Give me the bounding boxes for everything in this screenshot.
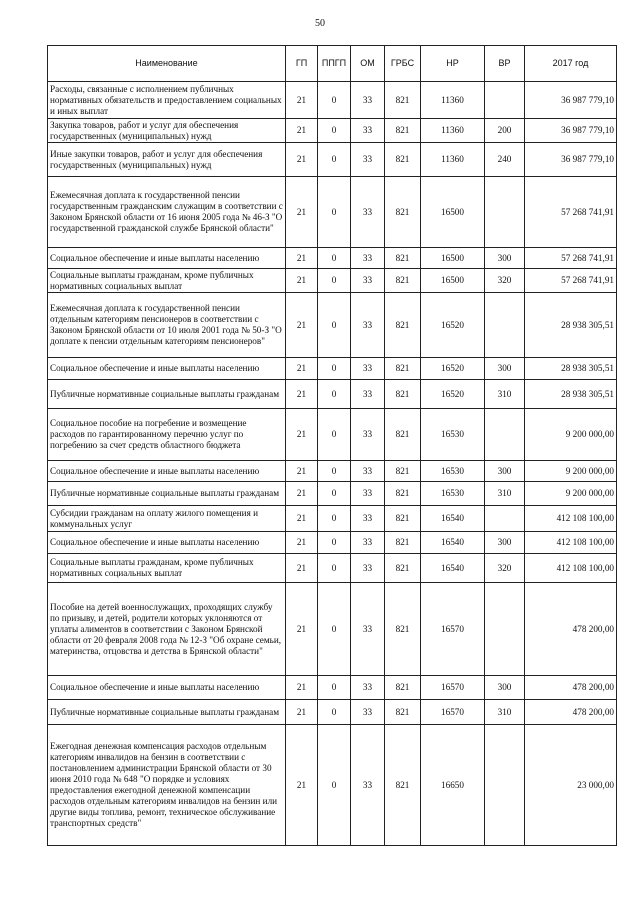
cell-om: 33 — [351, 700, 385, 725]
cell-vr: 310 — [485, 380, 525, 409]
cell-name: Социальные выплаты гражданам, кроме публичных нормативных социальных выплат — [48, 269, 286, 293]
cell-amount: 28 938 305,51 — [525, 358, 617, 380]
cell-gp: 21 — [286, 143, 318, 177]
cell-vr: 320 — [485, 269, 525, 293]
cell-amount: 36 987 779,10 — [525, 82, 617, 119]
cell-om: 33 — [351, 119, 385, 143]
cell-amount: 28 938 305,51 — [525, 380, 617, 409]
header-name: Наименование — [48, 46, 286, 82]
cell-amount: 36 987 779,10 — [525, 143, 617, 177]
cell-name: Публичные нормативные социальные выплаты гражданам — [48, 700, 286, 725]
cell-nr: 16530 — [421, 409, 485, 461]
table-row — [48, 700, 617, 725]
cell-name: Публичные нормативные социальные выплаты гражданам — [48, 380, 286, 409]
cell-gp: 21 — [286, 380, 318, 409]
cell-grbs: 821 — [385, 143, 421, 177]
cell-ppgp: 0 — [318, 725, 351, 846]
cell-ppgp: 0 — [318, 700, 351, 725]
table-row — [48, 409, 617, 461]
cell-grbs: 821 — [385, 461, 421, 482]
cell-grbs: 821 — [385, 409, 421, 461]
cell-nr: 16520 — [421, 358, 485, 380]
table-row — [48, 119, 617, 143]
cell-grbs: 821 — [385, 380, 421, 409]
cell-nr: 16570 — [421, 676, 485, 700]
cell-grbs: 821 — [385, 676, 421, 700]
cell-ppgp: 0 — [318, 269, 351, 293]
cell-amount: 478 200,00 — [525, 676, 617, 700]
cell-amount: 57 268 741,91 — [525, 269, 617, 293]
cell-vr: 300 — [485, 461, 525, 482]
cell-amount: 478 200,00 — [525, 583, 617, 676]
cell-name: Социальное обеспечение и иные выплаты населению — [48, 461, 286, 482]
cell-ppgp: 0 — [318, 506, 351, 532]
cell-om: 33 — [351, 725, 385, 846]
cell-nr: 11360 — [421, 82, 485, 119]
cell-nr: 16500 — [421, 248, 485, 269]
table-row — [48, 676, 617, 700]
cell-ppgp: 0 — [318, 82, 351, 119]
cell-nr: 16520 — [421, 380, 485, 409]
cell-vr — [485, 293, 525, 358]
cell-nr: 11360 — [421, 119, 485, 143]
cell-gp: 21 — [286, 269, 318, 293]
cell-grbs: 821 — [385, 269, 421, 293]
cell-name: Социальное обеспечение и иные выплаты населению — [48, 248, 286, 269]
cell-nr: 16540 — [421, 532, 485, 554]
table-row — [48, 583, 617, 676]
table-row — [48, 506, 617, 532]
cell-grbs: 821 — [385, 482, 421, 506]
table-row — [48, 725, 617, 846]
cell-gp: 21 — [286, 583, 318, 676]
cell-amount: 28 938 305,51 — [525, 293, 617, 358]
cell-om: 33 — [351, 143, 385, 177]
cell-om: 33 — [351, 506, 385, 532]
cell-gp: 21 — [286, 482, 318, 506]
cell-vr: 200 — [485, 119, 525, 143]
cell-vr — [485, 506, 525, 532]
cell-om: 33 — [351, 248, 385, 269]
table-row — [48, 554, 617, 583]
table-row — [48, 177, 617, 248]
table-row — [48, 293, 617, 358]
cell-vr — [485, 409, 525, 461]
cell-ppgp: 0 — [318, 482, 351, 506]
cell-name: Публичные нормативные социальные выплаты гражданам — [48, 482, 286, 506]
table-row — [48, 248, 617, 269]
cell-ppgp: 0 — [318, 554, 351, 583]
cell-name: Социальное обеспечение и иные выплаты населению — [48, 532, 286, 554]
cell-grbs: 821 — [385, 700, 421, 725]
cell-amount: 9 200 000,00 — [525, 409, 617, 461]
cell-vr: 300 — [485, 358, 525, 380]
cell-grbs: 821 — [385, 554, 421, 583]
cell-grbs: 821 — [385, 177, 421, 248]
cell-grbs: 821 — [385, 293, 421, 358]
cell-name: Иные закупки товаров, работ и услуг для обеспечения государственных (муниципальных) нужд — [48, 143, 286, 177]
cell-nr: 16650 — [421, 725, 485, 846]
cell-amount: 412 108 100,00 — [525, 506, 617, 532]
cell-amount: 9 200 000,00 — [525, 461, 617, 482]
cell-om: 33 — [351, 293, 385, 358]
header-vr: ВР — [485, 46, 525, 82]
cell-nr: 16540 — [421, 554, 485, 583]
cell-gp: 21 — [286, 725, 318, 846]
cell-ppgp: 0 — [318, 119, 351, 143]
cell-om: 33 — [351, 461, 385, 482]
cell-nr: 16500 — [421, 269, 485, 293]
cell-om: 33 — [351, 358, 385, 380]
cell-name: Социальное обеспечение и иные выплаты населению — [48, 676, 286, 700]
cell-gp: 21 — [286, 461, 318, 482]
cell-grbs: 821 — [385, 82, 421, 119]
cell-name: Расходы, связанные с исполнением публичных нормативных обязательств и предоставлением социальных и иных выплат — [48, 82, 286, 119]
cell-nr: 16530 — [421, 482, 485, 506]
cell-om: 33 — [351, 554, 385, 583]
cell-grbs: 821 — [385, 532, 421, 554]
cell-vr: 300 — [485, 248, 525, 269]
cell-amount: 478 200,00 — [525, 700, 617, 725]
cell-nr: 16530 — [421, 461, 485, 482]
table-row — [48, 143, 617, 177]
cell-name: Ежемесячная доплата к государственной пенсии отдельным категориям пенсионеров в соответствии с Законом Брянской области от 10 июля 2001 года № 50-З "О доплате к пенсии отдельным категориям пенсионеров" — [48, 293, 286, 358]
table-row — [48, 482, 617, 506]
cell-ppgp: 0 — [318, 143, 351, 177]
table-body — [48, 82, 617, 846]
cell-nr: 16570 — [421, 700, 485, 725]
cell-gp: 21 — [286, 248, 318, 269]
cell-ppgp: 0 — [318, 380, 351, 409]
cell-ppgp: 0 — [318, 583, 351, 676]
cell-om: 33 — [351, 409, 385, 461]
cell-om: 33 — [351, 532, 385, 554]
cell-nr: 16540 — [421, 506, 485, 532]
cell-ppgp: 0 — [318, 676, 351, 700]
cell-gp: 21 — [286, 700, 318, 725]
cell-name: Социальные выплаты гражданам, кроме публичных нормативных социальных выплат — [48, 554, 286, 583]
header-grbs: ГРБС — [385, 46, 421, 82]
cell-vr: 240 — [485, 143, 525, 177]
cell-vr: 300 — [485, 676, 525, 700]
cell-name: Субсидии гражданам на оплату жилого помещения и коммунальных услуг — [48, 506, 286, 532]
cell-ppgp: 0 — [318, 248, 351, 269]
header-nr: НР — [421, 46, 485, 82]
cell-om: 33 — [351, 482, 385, 506]
cell-gp: 21 — [286, 119, 318, 143]
cell-grbs: 821 — [385, 583, 421, 676]
cell-om: 33 — [351, 380, 385, 409]
cell-nr: 16500 — [421, 177, 485, 248]
cell-name: Закупка товаров, работ и услуг для обеспечения государственных (муниципальных) нужд — [48, 119, 286, 143]
table-row — [48, 269, 617, 293]
cell-amount: 23 000,00 — [525, 725, 617, 846]
header-gp: ГП — [286, 46, 318, 82]
header-year: 2017 год — [525, 46, 617, 82]
cell-name: Социальное пособие на погребение и возмещение расходов по гарантированному перечню услуг по погребению за счет средств областного бюджета — [48, 409, 286, 461]
cell-name: Ежемесячная доплата к государственной пенсии государственным гражданским служащим в соответствии с Законом Брянской области от 16 июня 2005 года № 46-З "О государственной гражданской службе Брянской области" — [48, 177, 286, 248]
cell-amount: 57 268 741,91 — [525, 177, 617, 248]
table-row — [48, 358, 617, 380]
cell-gp: 21 — [286, 554, 318, 583]
cell-gp: 21 — [286, 358, 318, 380]
cell-nr: 16570 — [421, 583, 485, 676]
header-ppgp: ППГП — [318, 46, 351, 82]
cell-grbs: 821 — [385, 506, 421, 532]
cell-vr: 310 — [485, 700, 525, 725]
cell-ppgp: 0 — [318, 532, 351, 554]
table-row — [48, 461, 617, 482]
cell-ppgp: 0 — [318, 461, 351, 482]
cell-ppgp: 0 — [318, 409, 351, 461]
header-om: ОМ — [351, 46, 385, 82]
cell-name: Ежегодная денежная компенсация расходов отдельным категориям инвалидов на бензин в соответствии с постановлением администрации Брянской области от 30 июня 2010 года № 648 "О порядке и условиях предоставления ежегодной денежной компенсации расходов отдельным категориям инвалидов на бензин или другие виды топлива, ремонт, техническое обслуживание транспортных средств" — [48, 725, 286, 846]
cell-ppgp: 0 — [318, 293, 351, 358]
cell-ppgp: 0 — [318, 358, 351, 380]
cell-grbs: 821 — [385, 725, 421, 846]
cell-amount: 36 987 779,10 — [525, 119, 617, 143]
cell-amount: 412 108 100,00 — [525, 554, 617, 583]
cell-amount: 9 200 000,00 — [525, 482, 617, 506]
table-row — [48, 82, 617, 119]
cell-name: Пособие на детей военнослужащих, проходящих службу по призыву, и детей, родители которых уклоняются от уплаты алиментов в соответствии с Законом Брянской области от 20 февраля 2008 года № 12-З "Об охране семьи, материнства, отцовства и детства в Брянской области" — [48, 583, 286, 676]
page-number: 50 — [315, 18, 325, 29]
cell-vr: 310 — [485, 482, 525, 506]
budget-table — [47, 45, 617, 846]
cell-om: 33 — [351, 269, 385, 293]
cell-om: 33 — [351, 82, 385, 119]
cell-nr: 16520 — [421, 293, 485, 358]
cell-vr — [485, 82, 525, 119]
cell-gp: 21 — [286, 293, 318, 358]
cell-vr — [485, 177, 525, 248]
cell-vr — [485, 725, 525, 846]
cell-ppgp: 0 — [318, 177, 351, 248]
cell-name: Социальное обеспечение и иные выплаты населению — [48, 358, 286, 380]
table-header-row — [48, 46, 617, 82]
cell-om: 33 — [351, 177, 385, 248]
cell-gp: 21 — [286, 177, 318, 248]
cell-om: 33 — [351, 583, 385, 676]
cell-gp: 21 — [286, 532, 318, 554]
cell-amount: 57 268 741,91 — [525, 248, 617, 269]
cell-grbs: 821 — [385, 358, 421, 380]
cell-vr: 300 — [485, 532, 525, 554]
cell-nr: 11360 — [421, 143, 485, 177]
cell-gp: 21 — [286, 82, 318, 119]
cell-grbs: 821 — [385, 248, 421, 269]
cell-gp: 21 — [286, 676, 318, 700]
cell-gp: 21 — [286, 506, 318, 532]
cell-grbs: 821 — [385, 119, 421, 143]
table-row — [48, 532, 617, 554]
table-row — [48, 380, 617, 409]
cell-gp: 21 — [286, 409, 318, 461]
cell-vr: 320 — [485, 554, 525, 583]
cell-om: 33 — [351, 676, 385, 700]
cell-vr — [485, 583, 525, 676]
cell-amount: 412 108 100,00 — [525, 532, 617, 554]
